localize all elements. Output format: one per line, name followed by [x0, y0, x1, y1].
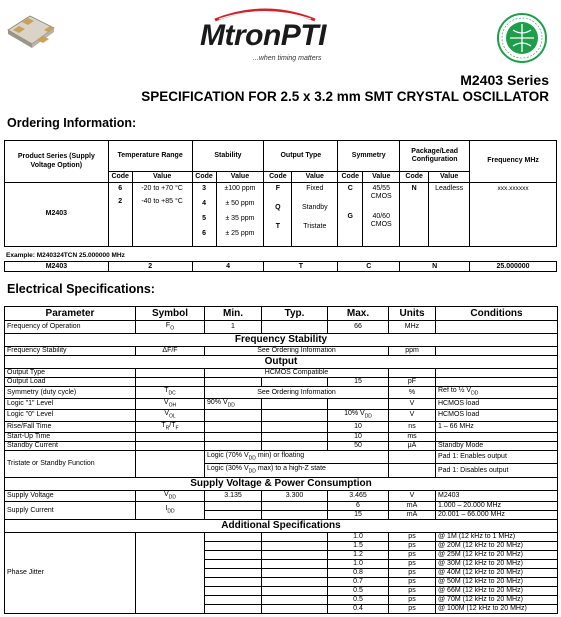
value-label: Value [292, 172, 338, 183]
table-row: 15 mA 20.001 – 66.000 MHz [5, 511, 558, 520]
electrical-heading: Electrical Specifications: [7, 282, 155, 296]
table-row: Output Type HCMOS Compatible [5, 369, 558, 378]
header-parameter: Parameter [5, 307, 136, 321]
stab-code: 3 [202, 185, 206, 192]
table-row: Supply Voltage $V_{DD}$ 3.135 3.300 3.465 V M2403 [5, 490, 558, 501]
table-row: 0.4 ps @ 100M (12 kHz to 20 MHz) [5, 605, 558, 614]
spec-title: SPECIFICATION FOR 2.5 x 3.2 mm SMT CRYSTAL OSCILLATOR [141, 89, 549, 104]
table-row: Phase Jitter 1.0 ps @ 1M (12 kHz to 1 MHz) [5, 533, 558, 542]
table-row: Symmetry (duty cycle) $T_{DC}$ See Ordering Information % Ref to ½ $V_{DD}$ [5, 387, 558, 398]
section-additional: Additional Specifications [5, 520, 558, 533]
output-code: F [275, 185, 280, 192]
header-max: Max. [328, 307, 389, 321]
example-cell: 25.000000 [470, 262, 557, 272]
package-value: Leadless [429, 183, 470, 247]
stab-value: ±100 ppm [224, 185, 256, 192]
logo-wordmark: MtronPTI [200, 19, 326, 52]
value-label: Value [216, 172, 264, 183]
stab-code: 5 [202, 215, 206, 222]
temp-code: 2 [118, 198, 123, 205]
ordering-table [4, 140, 557, 247]
example-cell: C [338, 262, 400, 272]
stab-value: ± 25 ppm [225, 230, 255, 237]
table-row: Logic (30% $V_{DD}$ max) to a high-Z state Pad 1: Disables output [5, 464, 558, 477]
stab-value: ± 35 ppm [225, 215, 255, 222]
example-label: Example: M240324TCN 25.000000 MHz [6, 252, 125, 259]
table-row: 0.7 ps @ 50M (12 kHz to 20 MHz) [5, 578, 558, 587]
temp-code: 6 [118, 185, 123, 192]
header-units: Units [389, 307, 436, 321]
symmetry-value: 45/55 CMOS [370, 185, 392, 201]
crystal-package-image [4, 8, 58, 54]
table-row: 0.8 ps @ 40M (12 kHz to 20 MHz) [5, 569, 558, 578]
header-symbol: Symbol [136, 307, 205, 321]
code-label: Code [108, 172, 132, 183]
header-min: Min. [205, 307, 262, 321]
electrical-table [4, 306, 558, 614]
table-row: Frequency Stability ΔF/F See Ordering Information ppm [5, 347, 558, 356]
package-code: N [400, 183, 429, 247]
col-symmetry: Symmetry [338, 141, 400, 172]
table-row: Frequency of Operation $F_O$ 1 66 MHz [5, 321, 558, 334]
output-code: T [275, 223, 280, 230]
table-row: 0.5 ps @ 70M (12 kHz to 20 MHz) [5, 596, 558, 605]
code-label: Code [192, 172, 216, 183]
ordering-heading: Ordering Information: [7, 116, 137, 130]
example-cell: 4 [192, 262, 264, 272]
example-table [4, 261, 557, 272]
code-label: Code [400, 172, 429, 183]
output-value: Tristate [303, 223, 327, 230]
temp-value: -40 to +85 °C [141, 198, 183, 205]
section-supply: Supply Voltage & Power Consumption [5, 477, 558, 490]
example-cell: M2403 [5, 262, 109, 272]
example-cell: T [264, 262, 338, 272]
value-label: Value [132, 172, 192, 183]
symmetry-code: G [347, 213, 353, 220]
table-row: Tristate or Standby Function Logic (70% $V_{DD}$ min) or floating Pad 1: Enables output [5, 450, 558, 463]
frequency-value: xxx.xxxxxx [470, 183, 557, 247]
section-output: Output [5, 356, 558, 369]
table-row: Logic "1" Level $V_{OH}$ 90% $V_{DD}$ V HCMOS load [5, 398, 558, 409]
table-row: Logic "0" Level $V_{OL}$ 10% $V_{DD}$ V HCMOS load [5, 410, 558, 421]
code-label: Code [264, 172, 292, 183]
example-cell: 2 [108, 262, 192, 272]
output-value: Standby [301, 204, 328, 211]
logo-tagline: ...when timing matters [253, 55, 322, 62]
table-row: Standby Current 50 μA Standby Mode [5, 441, 558, 450]
col-package: Package/Lead Configuration [400, 141, 470, 172]
temp-value: -20 to +70 °C [141, 185, 183, 192]
value-label: Value [429, 172, 470, 183]
product-code: M2403 [5, 183, 109, 247]
code-label: Code [338, 172, 363, 183]
symmetry-value: 40/60 CMOS [370, 213, 392, 229]
col-output-type: Output Type [264, 141, 338, 172]
header-conditions: Conditions [436, 307, 558, 321]
table-row: 1.5 ps @ 20M (12 kHz to 20 MHz) [5, 542, 558, 551]
col-temperature: Temperature Range [108, 141, 192, 172]
mtronpti-logo [195, 6, 335, 68]
stab-code: 6 [202, 230, 206, 237]
table-row: Start-Up Time 10 ms [5, 432, 558, 441]
example-cell: N [400, 262, 470, 272]
table-row: Output Load 15 pF [5, 378, 558, 387]
series-title: M2403 Series [460, 72, 549, 88]
table-row: Rise/Fall Time $T_R/T_F$ 10 ns 1 – 66 MHz [5, 421, 558, 432]
output-code: Q [275, 204, 281, 211]
col-stability: Stability [192, 141, 264, 172]
table-row: 1.0 ps @ 30M (12 kHz to 20 MHz) [5, 560, 558, 569]
green-certification-seal [496, 12, 548, 64]
section-frequency-stability: Frequency Stability [5, 334, 558, 347]
table-row: 1.2 ps @ 25M (12 kHz to 20 MHz) [5, 551, 558, 560]
stab-code: 4 [202, 200, 206, 207]
col-product-series: Product Series (Supply Voltage Option) [5, 141, 109, 183]
stab-value: ± 50 ppm [225, 200, 255, 207]
table-row: 0.5 ps @ 66M (12 kHz to 20 MHz) [5, 587, 558, 596]
symmetry-code: C [347, 185, 353, 192]
output-value: Fixed [306, 185, 324, 192]
table-row: Supply Current $I_{DD}$ 6 mA 1.000 – 20.000 MHz [5, 502, 558, 511]
col-frequency: Frequency MHz [470, 141, 557, 183]
header-typ: Typ. [262, 307, 328, 321]
value-label: Value [363, 172, 400, 183]
